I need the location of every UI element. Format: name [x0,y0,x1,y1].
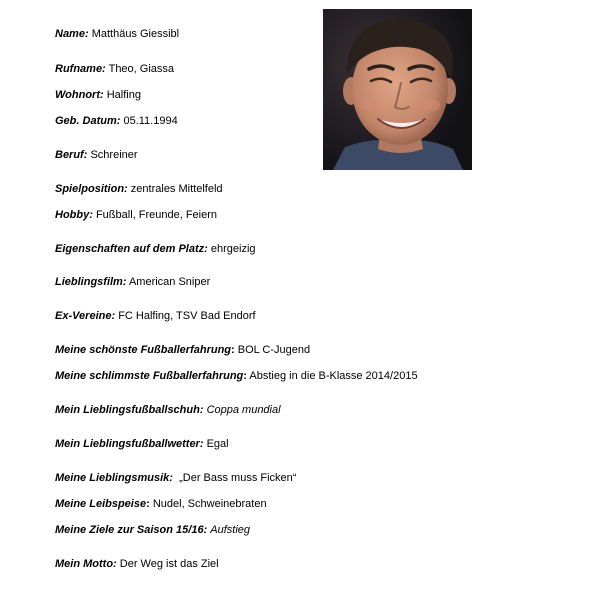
profile-former-clubs [55,310,256,323]
hobby-label: Hobby: [55,209,93,221]
former-clubs-value: FC Halfing, TSV Bad Endorf [118,310,256,322]
motto-label: Mein Motto: [55,558,117,570]
portrait-photo-icon [323,9,472,170]
profile-traits [55,243,256,256]
favorite-food-value: Nudel, Schweinebraten [152,498,267,510]
profile-favorite-boot [55,404,281,417]
traits-value: ehrgeizig [210,243,256,255]
favorite-boot-value: Coppa mundial [206,404,281,416]
worst-experience-value: Abstieg in die B-Klasse 2014/2015 [249,370,418,382]
season-goals-label: Meine Ziele zur Saison 15/16: [55,524,208,536]
portrait-photo [323,9,472,170]
best-experience-value: BOL C-Jugend [237,344,311,356]
traits-label: Eigenschaften auf dem Platz: [55,243,208,255]
favorite-music-value: „Der Bass muss Ficken“ [179,472,297,484]
profile-birthdate [55,115,178,128]
profile-motto [55,558,219,571]
profile-best-experience [55,344,310,357]
favorite-weather-label: Mein Lieblingsfußballwetter: [55,438,204,450]
position-value: zentrales Mittelfeld [130,183,223,195]
favorite-weather-value: Egal [206,438,229,450]
name-label: Name: [55,28,89,40]
worst-experience-separator: : [243,370,247,382]
favorite-film-label: Lieblingsfilm: [55,276,127,288]
nickname-label: Rufname: [55,63,106,75]
best-experience-label: Meine schönste Fußballerfahrung [55,344,232,356]
job-value: Schreiner [90,149,138,161]
favorite-food-separator: : [146,498,150,510]
name-value: Matthäus Giessibl [91,28,180,40]
best-experience-separator: : [231,344,235,356]
favorite-boot-label: Mein Lieblingsfußballschuh: [55,404,204,416]
birthdate-label: Geb. Datum: [55,115,121,127]
favorite-film-value: American Sniper [128,276,211,288]
profile-favorite-film [55,276,210,289]
profile-nickname [55,63,174,76]
birthdate-value: 05.11.1994 [123,115,178,127]
profile-residence [55,89,141,102]
favorite-music-label: Meine Lieblingsmusik: [55,472,173,484]
worst-experience-label: Meine schlimmste Fußballerfahrung [55,370,244,382]
motto-value: Der Weg ist das Ziel [119,558,219,570]
profile-worst-experience [55,370,418,383]
profile-job [55,149,138,162]
favorite-food-label: Meine Leibspeise [55,498,147,510]
nickname-value: Theo, Giassa [108,63,175,75]
profile-name [55,28,179,41]
former-clubs-label: Ex-Vereine: [55,310,116,322]
position-label: Spielposition: [55,183,128,195]
hobby-value: Fußball, Freunde, Feiern [95,209,218,221]
job-label: Beruf: [55,149,88,161]
season-goals-value: Aufstieg [210,524,251,536]
profile-season-goals [55,524,250,537]
profile-favorite-music [55,472,296,485]
residence-label: Wohnort: [55,89,104,101]
profile-position [55,183,223,196]
profile-favorite-weather [55,438,229,451]
profile-hobby [55,209,217,222]
profile-favorite-food [55,498,267,511]
residence-value: Halfing [106,89,141,101]
